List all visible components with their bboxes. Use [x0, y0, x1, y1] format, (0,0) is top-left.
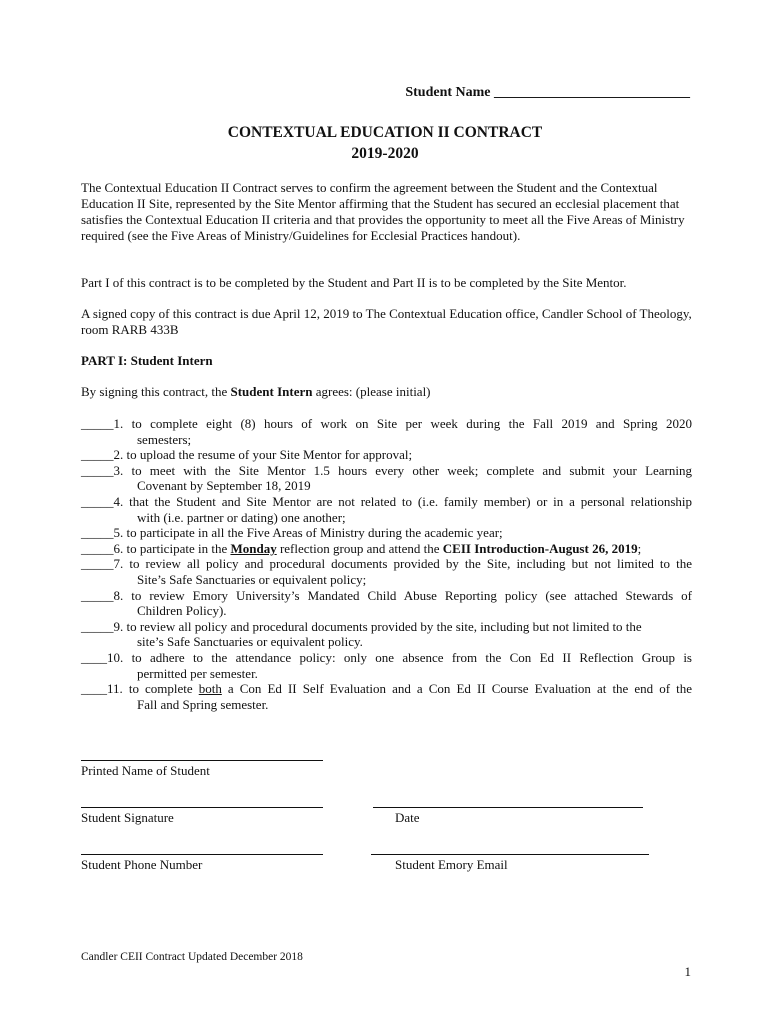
item-6-monday: Monday [230, 540, 277, 556]
item-11-text-a: ____11. to complete [81, 681, 199, 697]
item-11-line1 [81, 681, 692, 697]
list-item [81, 588, 692, 619]
item-8-line1: _____8. to review Emory University’s Mandated Child Abuse Reporting policy (see attached Stewards of [81, 587, 692, 603]
list-item [81, 541, 692, 557]
agree-prefix: By signing this contract, the [81, 384, 231, 399]
document-title: CONTEXTUAL EDUCATION II CONTRACT [227, 124, 543, 141]
phone-label: Student Phone Number [81, 857, 203, 872]
item-6-text-e: ; [637, 540, 642, 556]
phone-line[interactable] [81, 854, 323, 855]
signature-line[interactable] [81, 807, 323, 808]
parts-paragraph: Part I of this contract is to be completed by the Student and Part II is to be completed by the Site Mentor. [81, 275, 627, 290]
item-11-both: both [198, 681, 222, 697]
item-5-line1: _____5. to participate in all the Five Areas of Ministry during the academic year; [81, 525, 503, 541]
item-3-line2: Covenant by September 18, 2019 [137, 478, 311, 494]
item-4-line2: with (i.e. partner or dating) one another; [137, 509, 346, 525]
item-2-line1: _____2. to upload the resume of your Site Mentor for approval; [81, 447, 413, 463]
intro-paragraph: The Contextual Education II Contract serves to confirm the agreement between the Student and the Contextual Education II Site, represented by the Site Mentor affirming that the Student has secured an ecclesial placement that satisfies the Contextual Education II criteria and that provides the opportunity to meet all the Five Areas of Ministry required (see the Five Areas of Ministry/Guidelines for Ecclesial Practices handout). [81, 180, 685, 243]
item-6-intro-date: CEII Introduction-August 26, 2019 [442, 540, 638, 556]
list-item [81, 619, 692, 650]
list-item [81, 556, 692, 587]
student-name-field: Student Name ____________________________ [405, 85, 690, 100]
agree-suffix: agrees: (please initial) [312, 384, 431, 399]
agree-statement [81, 384, 431, 400]
date-label: Date [395, 810, 420, 825]
item-10-line2: permitted per semester. [137, 665, 258, 681]
agreement-list [81, 416, 692, 712]
item-6-text-c: reflection group and attend the [276, 540, 443, 556]
item-6-line1 [81, 541, 692, 557]
printed-name-label: Printed Name of Student [81, 763, 210, 778]
footer-note: Candler CEII Contract Updated December 2018 [81, 951, 303, 963]
item-11-text-c: a Con Ed II Self Evaluation and a Con Ed II Course Evaluation at the end of the [221, 681, 692, 697]
list-item [81, 681, 692, 712]
list-item [81, 650, 692, 681]
item-7-line1: _____7. to review all policy and procedural documents provided by the Site, including but not limited to the [81, 556, 692, 572]
date-line[interactable] [373, 807, 643, 808]
email-label: Student Emory Email [395, 857, 508, 872]
printed-name-line[interactable] [81, 760, 323, 761]
list-item [81, 447, 692, 463]
item-11-line2: Fall and Spring semester. [137, 696, 269, 712]
item-4-line1: _____4. that the Student and Site Mentor are not related to (i.e. family member) or in a personal relationship [81, 493, 692, 509]
email-line[interactable] [371, 854, 649, 855]
item-9-line1: _____9. to review all policy and procedural documents provided by the site, including but not limited to the [81, 618, 642, 634]
part1-heading: PART I: Student Intern [81, 353, 213, 368]
item-6-text-a: _____6. to participate in the [81, 540, 231, 556]
list-item [81, 463, 692, 494]
list-item [81, 494, 692, 525]
item-1-line2: semesters; [137, 431, 192, 447]
document-year: 2019-2020 [351, 145, 419, 162]
due-paragraph: A signed copy of this contract is due April 12, 2019 to The Contextual Education office, Candler School of Theology, room RARB 433B [81, 306, 692, 337]
item-7-line2: Site’s Safe Sanctuaries or equivalent policy; [137, 571, 367, 587]
item-3-line1: _____3. to meet with the Site Mentor 1.5 hours every other week; complete and submit your Learning [81, 462, 692, 478]
signature-label: Student Signature [81, 810, 174, 825]
list-item [81, 525, 692, 541]
item-9-line2: site’s Safe Sanctuaries or equivalent policy. [137, 634, 363, 650]
item-10-line1: ____10. to adhere to the attendance policy: only one absence from the Con Ed II Reflection Group is [81, 649, 692, 665]
item-1-line1: _____1. to complete eight (8) hours of work on Site per week during the Fall 2019 and Spring 2020 [81, 416, 692, 431]
list-item [81, 416, 692, 447]
page-number: 1 [684, 964, 691, 979]
agree-bold: Student Intern [230, 384, 313, 399]
item-8-line2: Children Policy). [137, 603, 227, 619]
